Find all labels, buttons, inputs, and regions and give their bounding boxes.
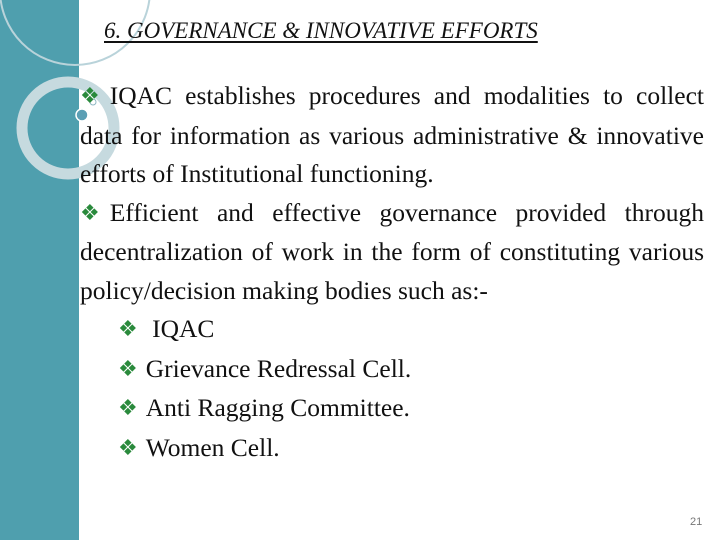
paragraph-iqac: [80, 77, 704, 194]
diamond-bullet-icon: ❖: [118, 355, 138, 381]
diamond-bullet-icon: ❖: [118, 395, 138, 420]
diamond-bullet-icon: ❖: [118, 316, 138, 341]
list-item: [118, 310, 704, 350]
diamond-bullet-icon: ❖: [80, 199, 100, 225]
list-item: [118, 389, 704, 429]
list-item-text: Women Cell.: [145, 432, 280, 462]
diamond-bullet-icon: ❖: [80, 83, 100, 108]
list-item-text: IQAC: [145, 314, 215, 343]
slide-body: [80, 77, 704, 468]
page-number: 21: [690, 516, 703, 528]
diamond-bullet-icon: ❖: [118, 434, 138, 460]
slide-title: 6. GOVERNANCE & INNOVATIVE EFFORTS: [104, 18, 538, 43]
list-item: [118, 350, 704, 390]
list-item-text: Grievance Redressal Cell.: [145, 353, 412, 383]
paragraph-text: IQAC establishes procedures and modalities to collect data for information as various administrative & innovative efforts of Institutional functioning.: [80, 81, 704, 188]
paragraph-governance: [80, 194, 704, 311]
paragraph-text: Efficient and effective governance provided through decentralization of work in the form of constituting various policy/decision making bodies such as:-: [80, 197, 704, 305]
list-item: [118, 429, 704, 469]
list-item-text: Anti Ragging Committee.: [145, 393, 410, 422]
bodies-list: [80, 310, 704, 468]
